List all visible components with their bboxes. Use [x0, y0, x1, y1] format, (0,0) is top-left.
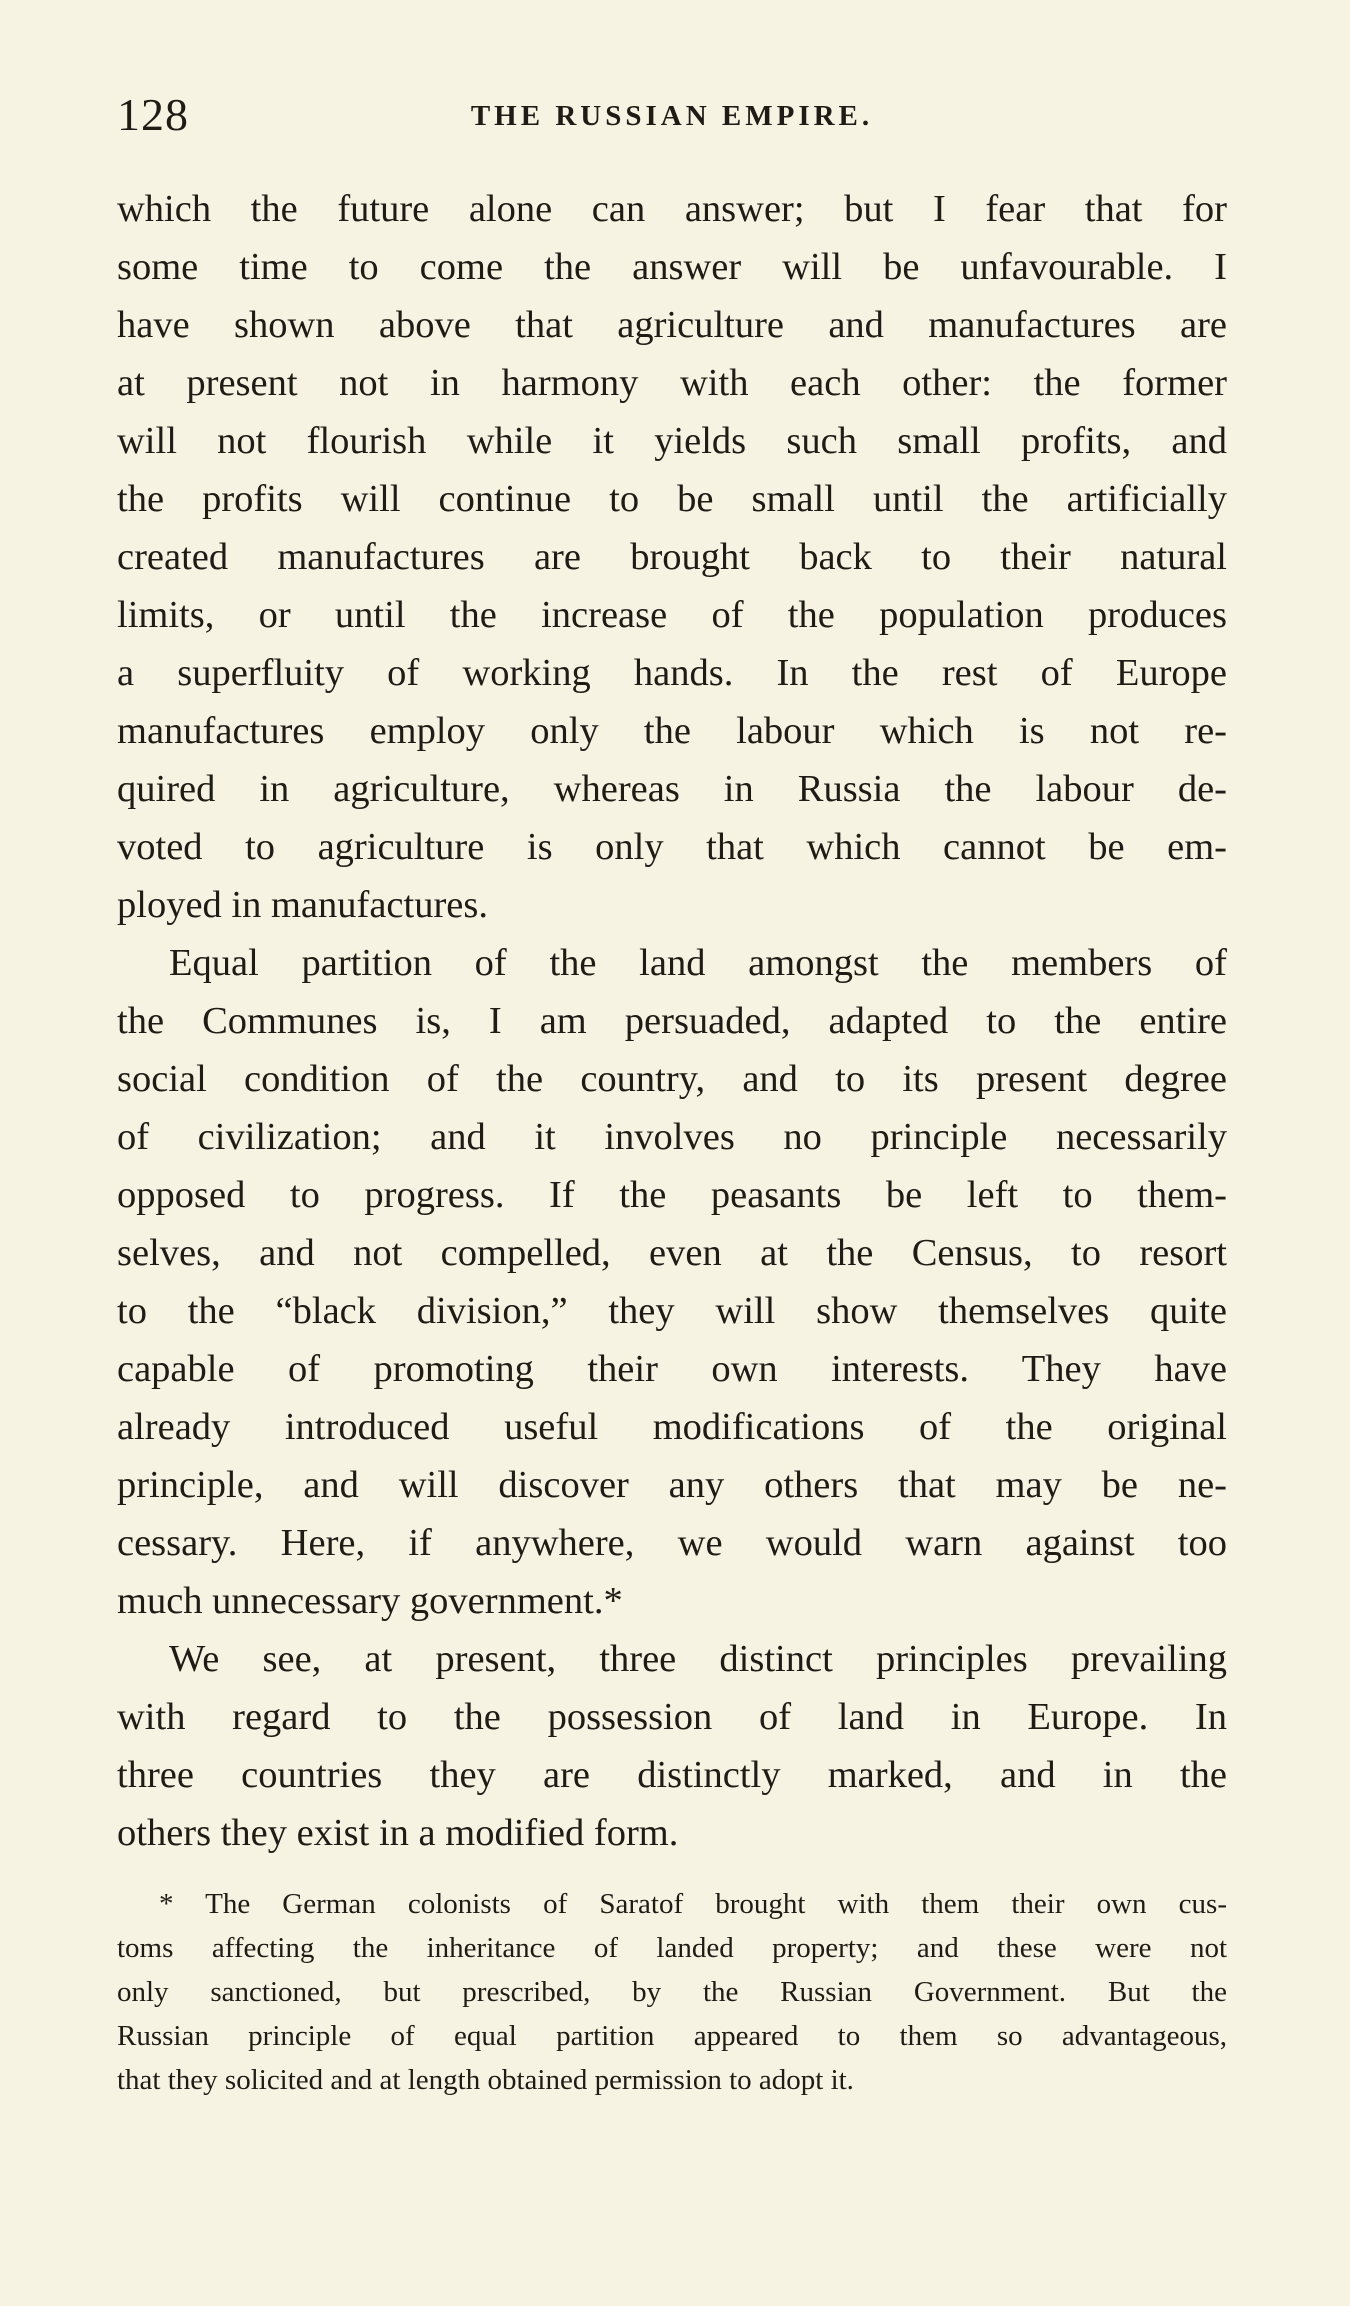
- text-line: limits, or until the increase of the population produces: [117, 594, 1227, 636]
- text-line: manufactures employ only the labour which is not re-: [117, 710, 1227, 752]
- footnote-line: toms affecting the inheritance of landed property; and these were not: [117, 1932, 1227, 1964]
- text-line: a superfluity of working hands. In the rest of Europe: [117, 652, 1227, 694]
- footnote-line: only sanctioned, but prescribed, by the Russian Government. But the: [117, 1976, 1227, 2008]
- text-line: others they exist in a modified form.: [117, 1812, 679, 1854]
- text-line: the Communes is, I am persuaded, adapted to the entire: [117, 1000, 1227, 1042]
- paragraph-start-line: We see, at present, three distinct principles prevailing: [169, 1638, 1227, 1680]
- text-line: cessary. Here, if anywhere, we would warn against too: [117, 1522, 1227, 1564]
- text-line: ployed in manufactures.: [117, 884, 488, 926]
- footnote-line: Russian principle of equal partition appeared to them so advantageous,: [117, 2020, 1227, 2052]
- footnote-line: that they solicited and at length obtained permission to adopt it.: [117, 2064, 854, 2096]
- text-line: capable of promoting their own interests. They have: [117, 1348, 1227, 1390]
- text-line: voted to agriculture is only that which cannot be em-: [117, 826, 1227, 868]
- text-line: already introduced useful modifications of the original: [117, 1406, 1227, 1448]
- text-line: with regard to the possession of land in Europe. In: [117, 1696, 1227, 1738]
- text-line: opposed to progress. If the peasants be left to them-: [117, 1174, 1227, 1216]
- text-line: quired in agriculture, whereas in Russia the labour de-: [117, 768, 1227, 810]
- text-line: social condition of the country, and to its present degree: [117, 1058, 1227, 1100]
- text-line: to the “black division,” they will show themselves quite: [117, 1290, 1227, 1332]
- text-line: selves, and not compelled, even at the Census, to resort: [117, 1232, 1227, 1274]
- body-text: [117, 180, 1227, 1862]
- page-number: 128: [117, 89, 189, 140]
- text-line: created manufactures are brought back to their natural: [117, 536, 1227, 578]
- text-line: three countries they are distinctly marked, and in the: [117, 1754, 1227, 1796]
- text-line: will not flourish while it yields such small profits, and: [117, 420, 1227, 462]
- text-line: at present not in harmony with each other: the former: [117, 362, 1227, 404]
- text-line: some time to come the answer will be unfavourable. I: [117, 246, 1227, 288]
- text-line: which the future alone can answer; but I fear that for: [117, 188, 1227, 230]
- text-line: of civilization; and it involves no principle necessarily: [117, 1116, 1227, 1158]
- text-line: the profits will continue to be small until the artificially: [117, 478, 1227, 520]
- text-line: much unnecessary government.*: [117, 1580, 623, 1622]
- paragraph-start-line: Equal partition of the land amongst the members of: [169, 942, 1227, 984]
- text-line: have shown above that agriculture and manufactures are: [117, 304, 1227, 346]
- text-line: principle, and will discover any others that may be ne-: [117, 1464, 1227, 1506]
- footnote: [117, 1882, 1227, 2102]
- footnote-line: * The German colonists of Saratof brought with them their own cus-: [159, 1888, 1227, 1920]
- page-header: [117, 88, 1227, 148]
- running-head: THE RUSSIAN EMPIRE.: [470, 100, 874, 132]
